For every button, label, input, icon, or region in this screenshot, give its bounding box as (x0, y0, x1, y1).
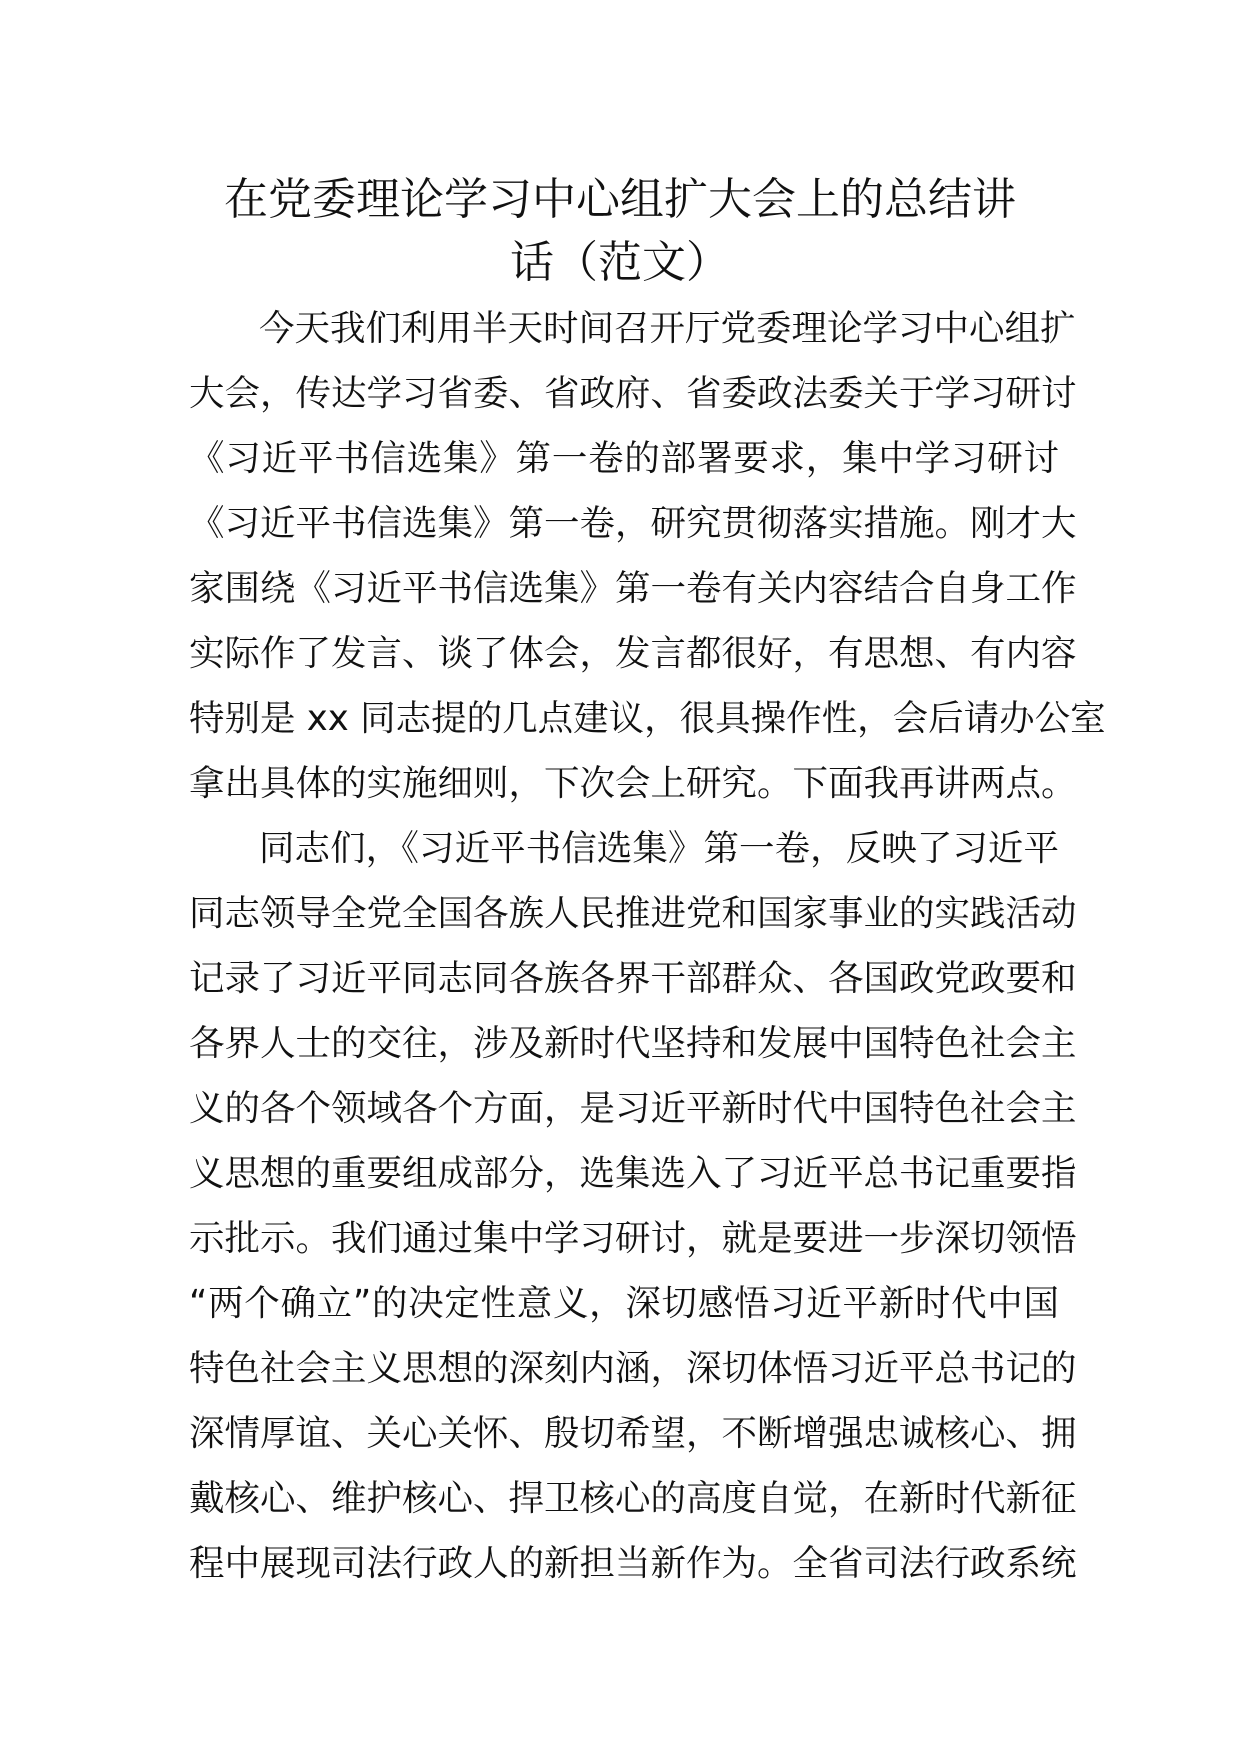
paragraph-line: 今天我们利用半天时间召开厅党委理论学习中心组扩 (259, 308, 1076, 349)
paragraph-line: 示批示。我们通过集中学习研讨，就是要进一步深切领悟 (189, 1218, 1077, 1259)
document-title-line-2: 话（范文） (510, 237, 730, 288)
paragraph-line: 各界人士的交往，涉及新时代坚持和发展中国特色社会主 (189, 1023, 1077, 1064)
paragraph-line: 戴核心、维护核心、捍卫核心的高度自觉，在新时代新征 (189, 1478, 1077, 1519)
document-title-line-1: 在党委理论学习中心组扩大会上的总结讲 (224, 174, 1016, 225)
paragraph-line: 特别是 xx 同志提的几点建议，很具操作性，会后请办公室 (189, 698, 1106, 739)
paragraph-line: 义思想的重要组成部分，选集选入了习近平总书记重要指 (189, 1153, 1077, 1194)
paragraph-line: 程中展现司法行政人的新担当新作为。全省司法行政系统 (189, 1543, 1077, 1584)
paragraph-line: 同志领导全党全国各族人民推进党和国家事业的实践活动 (189, 893, 1077, 934)
paragraph-line: 特色社会主义思想的深刻内涵，深切体悟习近平总书记的 (189, 1348, 1077, 1389)
paragraph-line: 记录了习近平同志同各族各界干部群众、各国政党政要和 (189, 958, 1077, 999)
paragraph-line: 同志们，《习近平书信选集》第一卷，反映了习近平 (259, 828, 1059, 869)
paragraph-line: 义的各个领域各个方面，是习近平新时代中国特色社会主 (189, 1088, 1077, 1129)
paragraph-line: 大会，传达学习省委、省政府、省委政法委关于学习研讨 (189, 373, 1077, 414)
paragraph-line: 《习近平书信选集》第一卷，研究贯彻落实措施。刚才大 (189, 503, 1077, 544)
paragraph-line: 实际作了发言、谈了体会，发言都很好，有思想、有内容 (189, 633, 1077, 674)
paragraph-line: 家围绕《习近平书信选集》第一卷有关内容结合自身工作 (189, 568, 1077, 609)
paragraph-line: 拿出具体的实施细则，下次会上研究。下面我再讲两点。 (189, 763, 1077, 804)
paragraph-line: 深情厚谊、关心关怀、殷切希望，不断增强忠诚核心、拥 (189, 1413, 1077, 1454)
paragraph-line: “两个确立”的决定性意义，深切感悟习近平新时代中国 (189, 1283, 1059, 1324)
paragraph-line: 《习近平书信选集》第一卷的部署要求，集中学习研讨 (189, 438, 1059, 479)
